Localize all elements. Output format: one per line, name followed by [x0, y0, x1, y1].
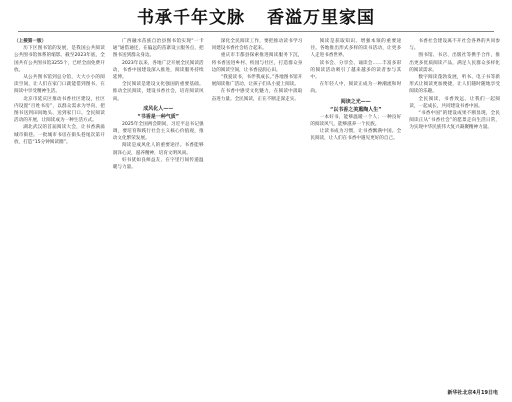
paragraph: “我爱读书，书伴我成长。”各地图书馆开展阅读推广活动，让孩子们从小爱上阅读。: [211, 75, 303, 88]
paragraph: 湖北武汉的首届阅读大会，让书香满溢城市街巷。一批城市书房在街头巷尾次第开放，打造“15分钟阅读圈”。: [14, 125, 105, 145]
paragraph: 阅读是成风化人的重要途径。书香能够润泽心灵，滋养精神，培育文明风尚。: [112, 143, 204, 156]
paragraph: 北京市延庆区推动书香社区建设，社区内设置“百姓书房”，以群众需求为导向，把图书送到田间地头、送到家门口。全民阅读活动的开展，让阅读成为一种生活方式。: [14, 96, 105, 124]
paragraph: 一本好书，能够温暖一个人；一种良好的阅读风气，能够滋养一个民族。: [310, 114, 402, 127]
paragraph: 全民阅读是建设文化强国的重要基础。推动全民阅读，建设书香社会，培育阅读风尚。: [112, 82, 204, 102]
paragraph: 全民阅读，书香致远。让我们一起阅读，一起成长，共同建设书香中国。: [409, 96, 500, 109]
section-subheading-quote: “以书香之美熏陶人生”: [330, 106, 382, 113]
article-column-2: [113, 38, 204, 396]
paragraph: 在年轻人中，阅读正成为一种潮流和时尚。: [310, 82, 402, 95]
article-column-1: [14, 38, 105, 396]
continuation-tag: （上接第一版）: [14, 39, 47, 44]
paragraph: 阅读是获取知识、增强本领的重要途径。各地推出形式多样的读书活动，让更多人走进书香世界。: [310, 39, 402, 59]
paragraph: 读书会、分享会、诵读会……丰富多彩的阅读活动吸引了越来越多的读者参与其中。: [310, 60, 402, 81]
paragraph: “书香中国”的建设成果不断显现，全民阅读正从“书香社会”的愿景走向生活日常，为实现中华民族伟大复兴凝聚精神力量。: [409, 111, 500, 131]
paragraph: 2023年以来，各地广泛开展全民阅读活动，书香中国建设深入推进，阅读服务持续延伸。: [112, 60, 204, 81]
paragraph: 深化全民阅读工作，要把推动读书学习同建设书香社会结合起来。: [211, 39, 303, 52]
paragraph: 让读书成为习惯，让书香飘满中国。全民阅读，让人们在书香中遇见更好的自己。: [310, 129, 402, 142]
paragraph: 广西融水苗族自治县图书馆实现“一卡通”通借通还，在偏远的苗寨设立服务点，把图书送到群众身边。: [112, 39, 204, 59]
article-column-4: [310, 38, 401, 396]
headline-part-2: 香溢万里家国: [267, 8, 375, 28]
paragraph: 在书香中感受文化魅力，在阅读中汲取奋进力量。全民阅读，正在不断走深走实。: [211, 89, 303, 102]
article-column-5: [409, 38, 500, 396]
article-column-3: [212, 38, 303, 396]
headline-rule: [18, 31, 494, 32]
paragraph: 图书馆、书店、出版社等携手合作，推出更多优质阅读产品，满足人民群众多样化的阅读需求。: [409, 53, 500, 73]
paragraph: 数字阅读蓬勃发展，听书、电子书等新形式让阅读更加便捷，让人们随时随地享受阅读的乐趣。: [409, 75, 500, 95]
headline-part-1: 书承千年文脉: [137, 8, 245, 28]
section-subheading: 成风化人——: [143, 105, 174, 112]
article-body: [14, 38, 500, 396]
paragraph: 重庆市丰都县探索推进阅读服务下沉，将书香送进乡村、校园与社区，打造群众身边的阅读空间，让书香浸润心田。: [211, 53, 303, 73]
paragraph: 好书犹如良师益友，在字里行间传递温暖与力量。: [112, 157, 204, 171]
paragraph: 2025年全国两会期间，习近平总书记强调，要培育和践行社会主义核心价值观，推动文化繁荣发展。: [112, 121, 204, 142]
paragraph: 从公共图书馆到总分馆，大大小小的阅读空间，让人们在家门口就能借到图书，在阅读中享受精神生活。: [14, 75, 105, 95]
section-subheading-quote: “书香是一种气质”: [137, 113, 179, 120]
paragraph: 书香社会建设离不开社会各界的共同参与。: [409, 39, 500, 52]
section-subheading: 阅读之光——: [340, 98, 371, 105]
dateline-byline: 新华社北京4月19日电: [447, 390, 498, 396]
paragraph: 历下区图书馆的发展，是我国公共阅读公共图书馆体系的缩影。截至2023年底，全国共有公共图书馆3255个，已经全面免费开放。: [14, 46, 105, 73]
headline: [0, 3, 512, 28]
